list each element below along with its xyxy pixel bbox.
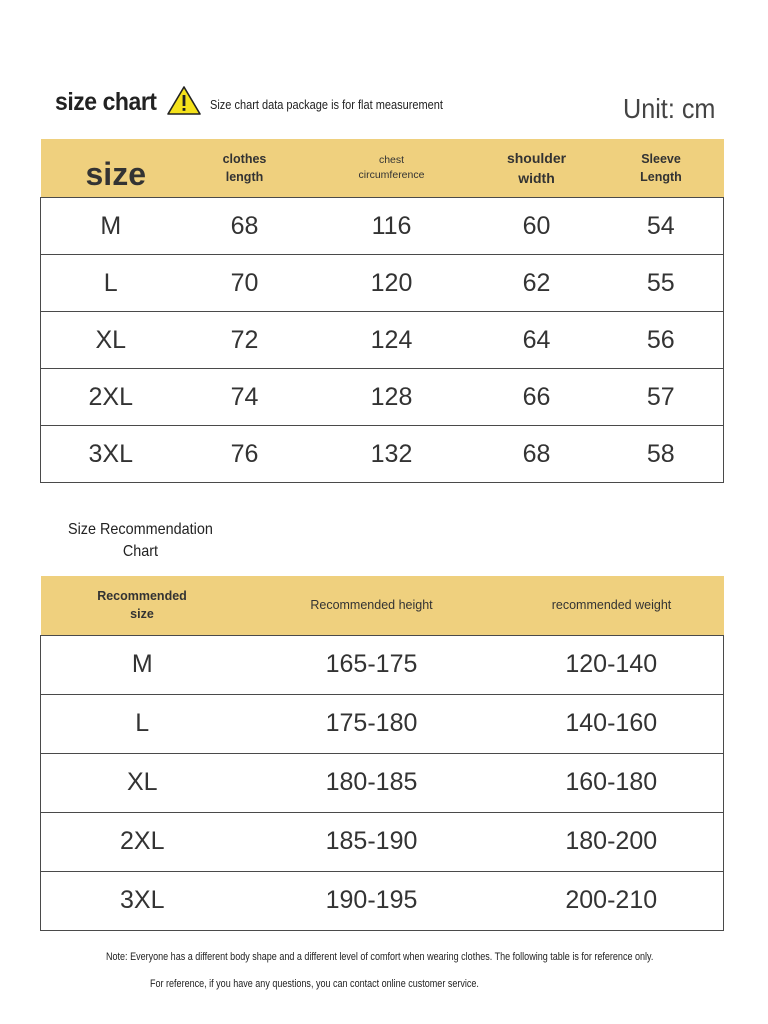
table-row <box>41 198 724 255</box>
header-sleeve-length <box>599 139 724 198</box>
header-shoulder-line1: shoulder <box>506 149 567 166</box>
table-row <box>41 812 724 871</box>
cell-sleeve: 57 <box>599 369 724 426</box>
cell-chest: 132 <box>309 426 475 483</box>
cell-clothes-length: 74 <box>181 369 309 426</box>
footer-note-body-shape: Note: Everyone has a different body shape and a different level of comfort when wearing clothes. The following table is for reference only. <box>106 951 654 963</box>
recommendation-title-line2: Chart <box>122 543 159 560</box>
header-shoulder-line2: width <box>518 170 555 187</box>
header-recommended-height <box>244 576 500 635</box>
cell-recommended-size: M <box>41 635 244 694</box>
cell-recommended-height: 180-185 <box>244 753 500 812</box>
table-row <box>41 694 724 753</box>
table-row <box>41 871 724 930</box>
cell-clothes-length: 76 <box>181 426 309 483</box>
cell-chest: 116 <box>309 198 475 255</box>
cell-size: M <box>41 198 181 255</box>
header-size <box>41 139 181 198</box>
page-title: size chart <box>55 88 157 116</box>
table-row <box>41 753 724 812</box>
cell-clothes-length: 68 <box>181 198 309 255</box>
cell-size: 3XL <box>41 426 181 483</box>
cell-sleeve: 54 <box>599 198 724 255</box>
cell-recommended-size: XL <box>41 753 244 812</box>
cell-recommended-weight: 120-140 <box>500 635 724 694</box>
header-recommended-size-line1: Recommended <box>97 589 187 604</box>
cell-chest: 128 <box>309 369 475 426</box>
cell-recommended-weight: 200-210 <box>500 871 724 930</box>
table-row <box>41 426 724 483</box>
cell-size: XL <box>41 312 181 369</box>
cell-recommended-size: L <box>41 694 244 753</box>
cell-shoulder: 66 <box>475 369 599 426</box>
cell-shoulder: 68 <box>475 426 599 483</box>
header-shoulder-width <box>475 139 599 198</box>
size-chart-header-row <box>41 139 724 198</box>
header-sleeve-line2: Length <box>640 170 682 185</box>
table-row <box>41 312 724 369</box>
cell-chest: 124 <box>309 312 475 369</box>
cell-recommended-height: 190-195 <box>244 871 500 930</box>
footer-note-contact: For reference, if you have any questions, you can contact online customer service. <box>150 978 479 990</box>
cell-size: L <box>41 255 181 312</box>
header-chest-line2: circumference <box>358 169 425 182</box>
cell-recommended-height: 185-190 <box>244 812 500 871</box>
cell-shoulder: 64 <box>475 312 599 369</box>
header-clothes-length-line2: length <box>225 170 264 185</box>
cell-recommended-height: 165-175 <box>244 635 500 694</box>
header-clothes-length-line1: clothes <box>222 152 267 167</box>
recommendation-header-row <box>41 576 724 635</box>
table-row <box>41 255 724 312</box>
cell-recommended-weight: 160-180 <box>500 753 724 812</box>
size-chart-table <box>40 139 724 483</box>
header-recommended-size-line2: size <box>130 607 154 622</box>
cell-shoulder: 62 <box>475 255 599 312</box>
header-recommended-height-label: Recommended height <box>310 598 433 613</box>
table-row <box>41 635 724 694</box>
cell-recommended-size: 2XL <box>41 812 244 871</box>
cell-size: 2XL <box>41 369 181 426</box>
cell-chest: 120 <box>309 255 475 312</box>
cell-sleeve: 55 <box>599 255 724 312</box>
cell-shoulder: 60 <box>475 198 599 255</box>
recommendation-title-line1: Size Recommendation <box>68 521 213 538</box>
cell-recommended-weight: 180-200 <box>500 812 724 871</box>
header-size-label: size <box>85 156 146 192</box>
header-recommended-size <box>41 576 244 635</box>
cell-sleeve: 58 <box>599 426 724 483</box>
header-chest-circumference <box>309 139 475 198</box>
unit-label: Unit: cm <box>623 93 716 124</box>
header-chest-line1: chest <box>378 153 405 166</box>
cell-sleeve: 56 <box>599 312 724 369</box>
header-clothes-length <box>181 139 309 198</box>
table-row <box>41 369 724 426</box>
cell-clothes-length: 70 <box>181 255 309 312</box>
recommendation-title <box>68 519 213 563</box>
size-recommendation-table <box>40 576 724 931</box>
cell-recommended-weight: 140-160 <box>500 694 724 753</box>
header-sleeve-line1: Sleeve <box>641 152 681 167</box>
warning-triangle-icon <box>166 85 202 117</box>
cell-recommended-size: 3XL <box>41 871 244 930</box>
flat-measurement-note: Size chart data package is for flat measurement <box>210 98 443 112</box>
cell-recommended-height: 175-180 <box>244 694 500 753</box>
header-recommended-weight-label: recommended weight <box>551 598 672 613</box>
cell-clothes-length: 72 <box>181 312 309 369</box>
header-recommended-weight <box>500 576 724 635</box>
